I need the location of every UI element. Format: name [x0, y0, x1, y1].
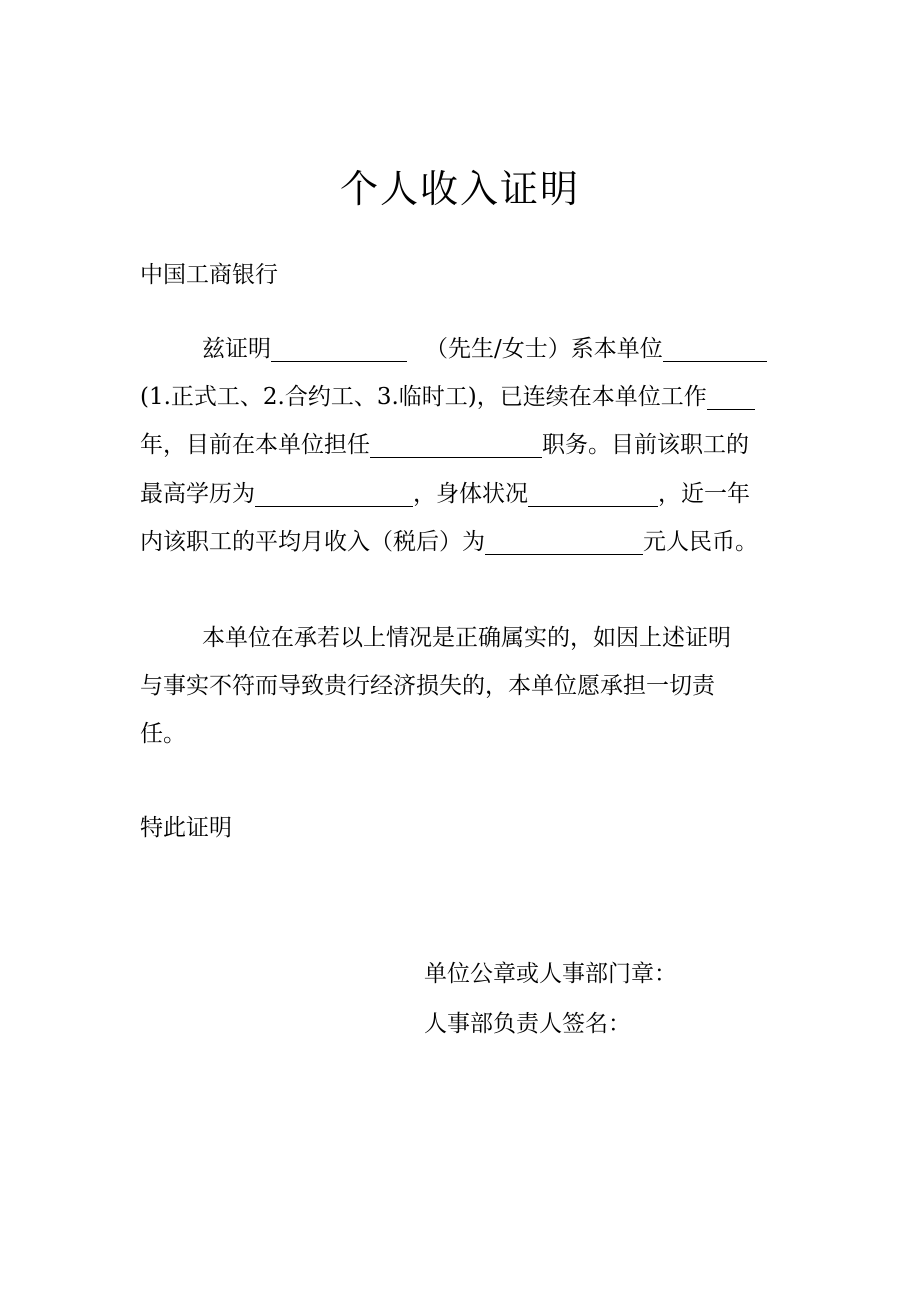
- paragraph-line: [140, 472, 750, 516]
- text-segment: （先生/女士）系本单位: [425, 336, 663, 362]
- paragraph-line: [140, 375, 755, 419]
- signature-label: 人事部负责人签名：: [424, 1011, 631, 1037]
- name-blank[interactable]: [271, 331, 407, 362]
- paragraph-line: [140, 520, 758, 564]
- text-segment: 内该职工的平均月收入（税后）为: [140, 529, 485, 555]
- stamp-label: 单位公章或人事部门章：: [424, 961, 677, 987]
- income-blank[interactable]: [485, 524, 643, 555]
- paragraph-line: 任。: [140, 721, 186, 747]
- text-segment: 兹证明: [202, 336, 271, 362]
- text-segment: ，近一年: [658, 481, 750, 507]
- text-segment: 年，目前在本单位担任: [140, 432, 370, 458]
- recipient: 中国工商银行: [140, 262, 278, 288]
- document-title: 个人收入证明: [339, 167, 580, 211]
- paragraph-line: [140, 423, 749, 467]
- education-blank[interactable]: [255, 476, 413, 507]
- text-segment: 元人民币。: [643, 529, 758, 555]
- paragraph-line: 与事实不符而导致贵行经济损失的，本单位愿承担一切责: [140, 673, 715, 699]
- department-blank[interactable]: [663, 331, 767, 362]
- text-segment: 职务。目前该职工的: [542, 432, 749, 458]
- text-segment: ，身体状况: [413, 481, 528, 507]
- closing-statement: 特此证明: [140, 815, 232, 841]
- paragraph-line: 本单位在承若以上情况是正确属实的，如因上述证明: [202, 625, 731, 651]
- position-blank[interactable]: [370, 427, 542, 458]
- text-segment: 最高学历为: [140, 481, 255, 507]
- years-blank[interactable]: [707, 379, 755, 410]
- text-segment: (1.正式工、2.合约工、3.临时工)，已连续在本单位工作: [140, 384, 707, 410]
- health-blank[interactable]: [528, 476, 658, 507]
- paragraph-line: [202, 327, 767, 371]
